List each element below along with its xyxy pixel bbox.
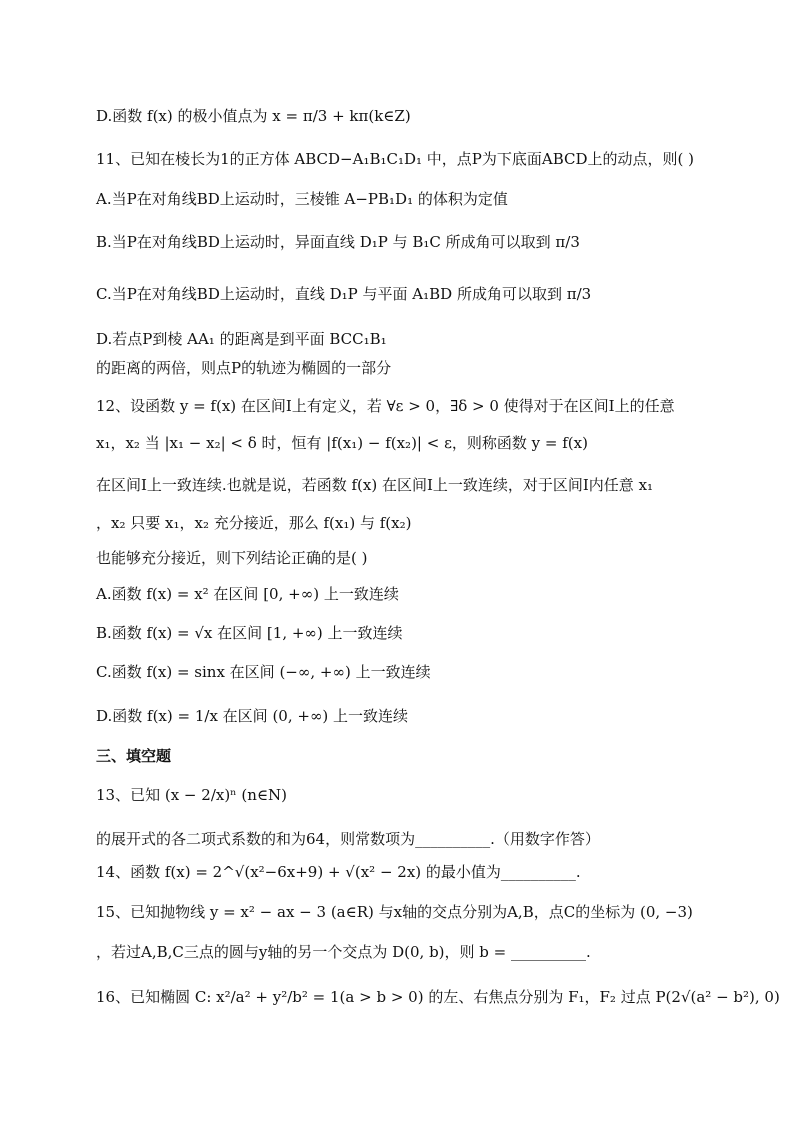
option-d-q11-continued: 的距离的两倍，则点P的轨迹为椭圆的一部分	[96, 359, 392, 377]
question-15-prompt: ，若过A,B,C三点的圆与y轴的另一个交点为 D(0, b)，则 b = __________.	[96, 943, 591, 961]
question-12-explanation: 在区间I上一致连续.也就是说，若函数 f(x) 在区间I上一致连续，对于区间I内任意 x₁	[96, 476, 654, 494]
question-12-explanation-continued: ，x₂ 只要 x₁，x₂ 充分接近，那么 f(x₁) 与 f(x₂)	[96, 514, 412, 532]
question-13-stem: 13、已知 (x − 2/x)ⁿ (n∈N)	[96, 786, 288, 804]
option-c-q11: C.当P在对角线BD上运动时，直线 D₁P 与平面 A₁BD 所成角可以取到 π/3	[96, 285, 592, 303]
question-14: 14、函数 f(x) = 2^√(x²−6x+9) + √(x² − 2x) 的最小值为__________.	[96, 863, 581, 881]
question-15-stem: 15、已知抛物线 y = x² − ax − 3 (a∈R) 与x轴的交点分别为A,B，点C的坐标为 (0, −3)	[96, 903, 693, 921]
question-16-stem: 16、已知椭圆 C: x²/a² + y²/b² = 1(a > b > 0) 的左、右焦点分别为 F₁，F₂ 过点 P(2√(a² − b²), 0)	[96, 988, 780, 1006]
section-heading-fill-in: 三、填空题	[96, 747, 172, 765]
question-12-stem: 12、设函数 y = f(x) 在区间I上有定义，若 ∀ε > 0，∃δ > 0 使得对于在区间I上的任意	[96, 397, 675, 415]
option-c-q12: C.函数 f(x) = sinx 在区间 (−∞, +∞) 上一致连续	[96, 663, 431, 681]
option-a-q11: A.当P在对角线BD上运动时，三棱锥 A−PB₁D₁ 的体积为定值	[96, 190, 508, 208]
option-d-q10: D.函数 f(x) 的极小值点为 x = π/3 + kπ(k∈Z)	[96, 107, 411, 125]
option-d-q12: D.函数 f(x) = 1/x 在区间 (0, +∞) 上一致连续	[96, 707, 409, 725]
question-13-prompt: 的展开式的各二项式系数的和为64，则常数项为__________.（用数字作答）	[96, 830, 600, 848]
option-b-q12: B.函数 f(x) = √x 在区间 [1, +∞) 上一致连续	[96, 624, 403, 642]
option-a-q12: A.函数 f(x) = x² 在区间 [0, +∞) 上一致连续	[96, 585, 399, 603]
option-d-q11: D.若点P到棱 AA₁ 的距离是到平面 BCC₁B₁	[96, 330, 387, 348]
question-11-stem: 11、已知在棱长为1的正方体 ABCD−A₁B₁C₁D₁ 中，点P为下底面ABCD上的动点，则( )	[96, 150, 694, 168]
question-12-prompt: 也能够充分接近，则下列结论正确的是( )	[96, 549, 368, 567]
question-12-condition: x₁，x₂ 当 |x₁ − x₂| < δ 时，恒有 |f(x₁) − f(x₂)| < ε，则称函数 y = f(x)	[96, 434, 588, 452]
option-b-q11: B.当P在对角线BD上运动时，异面直线 D₁P 与 B₁C 所成角可以取到 π/3	[96, 233, 580, 251]
